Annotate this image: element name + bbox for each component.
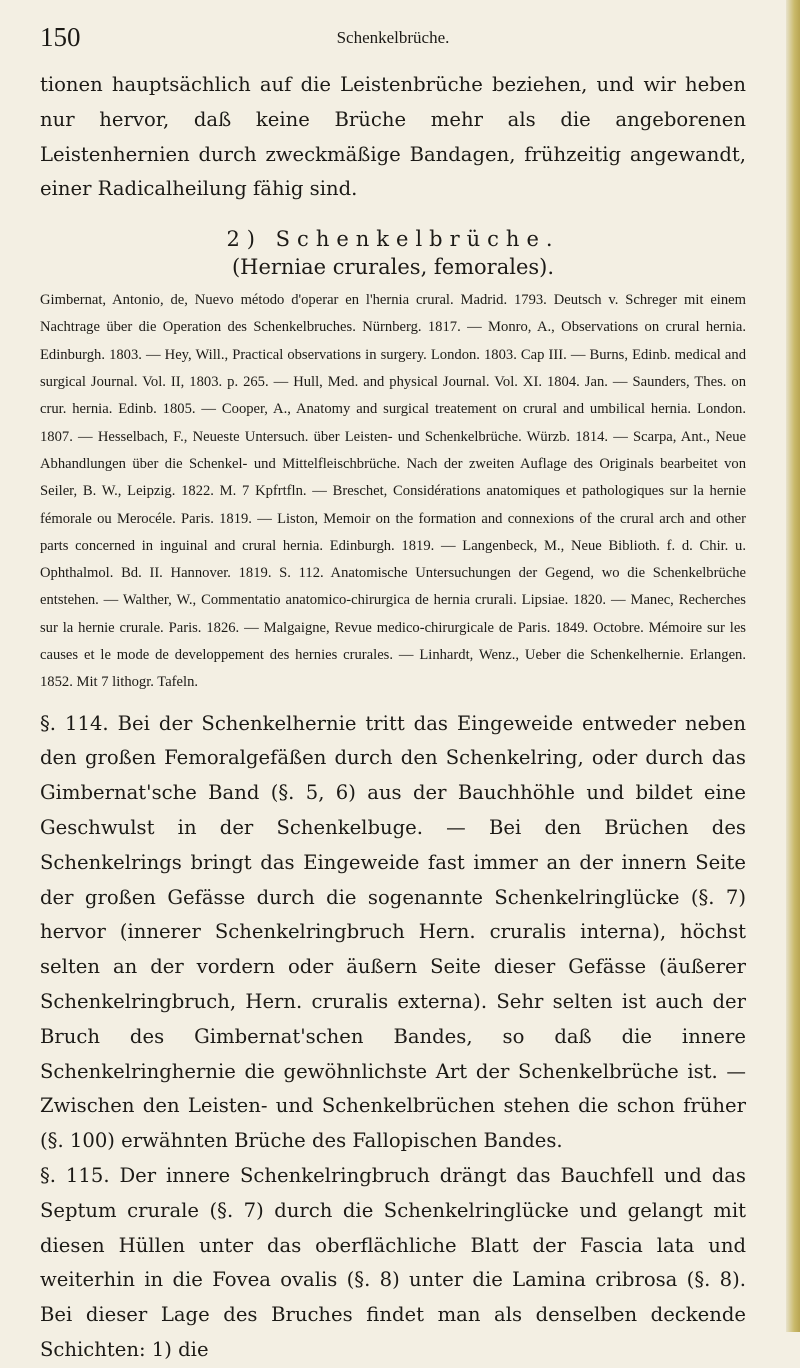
page-header (40, 22, 746, 62)
section-title: 2) Schenkelbrüche. (226, 227, 560, 252)
running-head: Schenkelbrüche. (336, 28, 450, 47)
paragraph-114: §. 114. Bei der Schenkelhernie tritt das Eingeweide entweder neben den großen Femoralgefäßen durch den Schenkelring, oder durch das Gimbernat'sche Band (§. 5, 6) aus der Bauchhöhle und bildet eine Geschwulst in der Schenkelbuge. — Bei den Brüchen des Schenkelrings bringt das Eingeweide fast immer an der innern Seite der großen Gefässe durch die sogenannte Schenkelringlücke (§. 7) hervor (innerer Schenkelringbruch Hern. cruralis interna), höchst selten an der vordern oder äußern Seite dieser Gefässe (äußerer Schenkelringbruch, Hern. cruralis externa). Sehr selten ist auch der Bruch des Gimbernat'schen Bandes, so daß die innere Schenkelringhernie die gewöhnlichste Art der Schenkelbrüche ist. — Zwischen den Leisten- und Schenkelbrüchen stehen die schon früher (§. 100) erwähnten Brüche des Fallopischen Bandes. (40, 711, 746, 1153)
page-edge (786, 0, 800, 1332)
paragraph-115: §. 115. Der innere Schenkelringbruch drängt das Bauchfell und das Septum crurale (§. 7) durch die Schenkelringlücke und gelangt mit diesen Hüllen unter das oberflächliche Blatt der Fascia lata und weiterhin in die Fovea ovalis (§. 8) unter die Lamina cribrosa (§. 8). Bei dieser Lage des Bruches findet man als denselben deckende Schichten: 1) die (40, 1164, 746, 1361)
intro-paragraph: tionen hauptsächlich auf die Leistenbrüche beziehen, und wir heben nur hervor, daß keine Brüche mehr als die angeborenen Leistenhernien durch zweckmäßige Bandagen, frühzeitig angewandt, einer Radicalheilung fähig sind. (40, 73, 746, 201)
page-number: 150 (40, 22, 81, 52)
bibliography: Gimbernat, Antonio, de, Nuevo método d'operar en l'hernia crural. Madrid. 1793. Deutsch v. Schreger mit einem Nachtrage über die Operation des Schenkelbruches. Nürnberg. 1817. — Monro, A., Observations on crural hernia. Edinburgh. 1803. — Hey, Will., Practical observations in surgery. London. 1803. Cap III. — Burns, Edinb. medical and surgical Journal. Vol. II, 1803. p. 265. — Hull, Med. and physical Journal. Vol. XI. 1804. Jan. — Saunders, Thes. on crur. hernia. Edinb. 1805. — Cooper, A., Anatomy and surgical treatement on crural and umbilical hernia. London. 1807. — Hesselbach, F., Neueste Untersuch. über Leisten- und Schenkelbrüche. Würzb. 1814. — Scarpa, Ant., Neue Abhandlungen über die Schenkel- und Mittelfleischbrüche. Nach der zweiten Auflage des Originals bearbeitet von Seiler, B. W., Leipzig. 1822. M. 7 Kpfrtfln. — Breschet, Considérations anatomiques et pathologiques sur la hernie fémorale ou Merocéle. Paris. 1819. — Liston, Memoir on the formation and connexions of the crural arch and other parts concerned in inguinal and crural hernia. Edinburgh. 1819. — Langenbeck, M., Neue Biblioth. f. d. Chir. u. Ophthalmol. Bd. II. Hannover. 1819. S. 112. Anatomische Untersuchungen der Gegend, wo die Schenkelbrüche entstehen. — Walther, W., Commentatio anatomico-chirurgica de hernia crurali. Lipsiae. 1820. — Manec, Recherches sur la hernie crurale. Paris. 1826. — Malgaigne, Revue medico-chirurgicale de Paris. 1849. Octobre. Mémoire sur les causes et le mode de developpement des hernies crurales. — Linhardt, Wenz., Ueber die Schenkelhernie. Erlangen. 1852. Mit 7 lithogr. Tafeln. (40, 292, 746, 691)
section-subtitle: (Herniae crurales, femorales). (231, 255, 555, 280)
